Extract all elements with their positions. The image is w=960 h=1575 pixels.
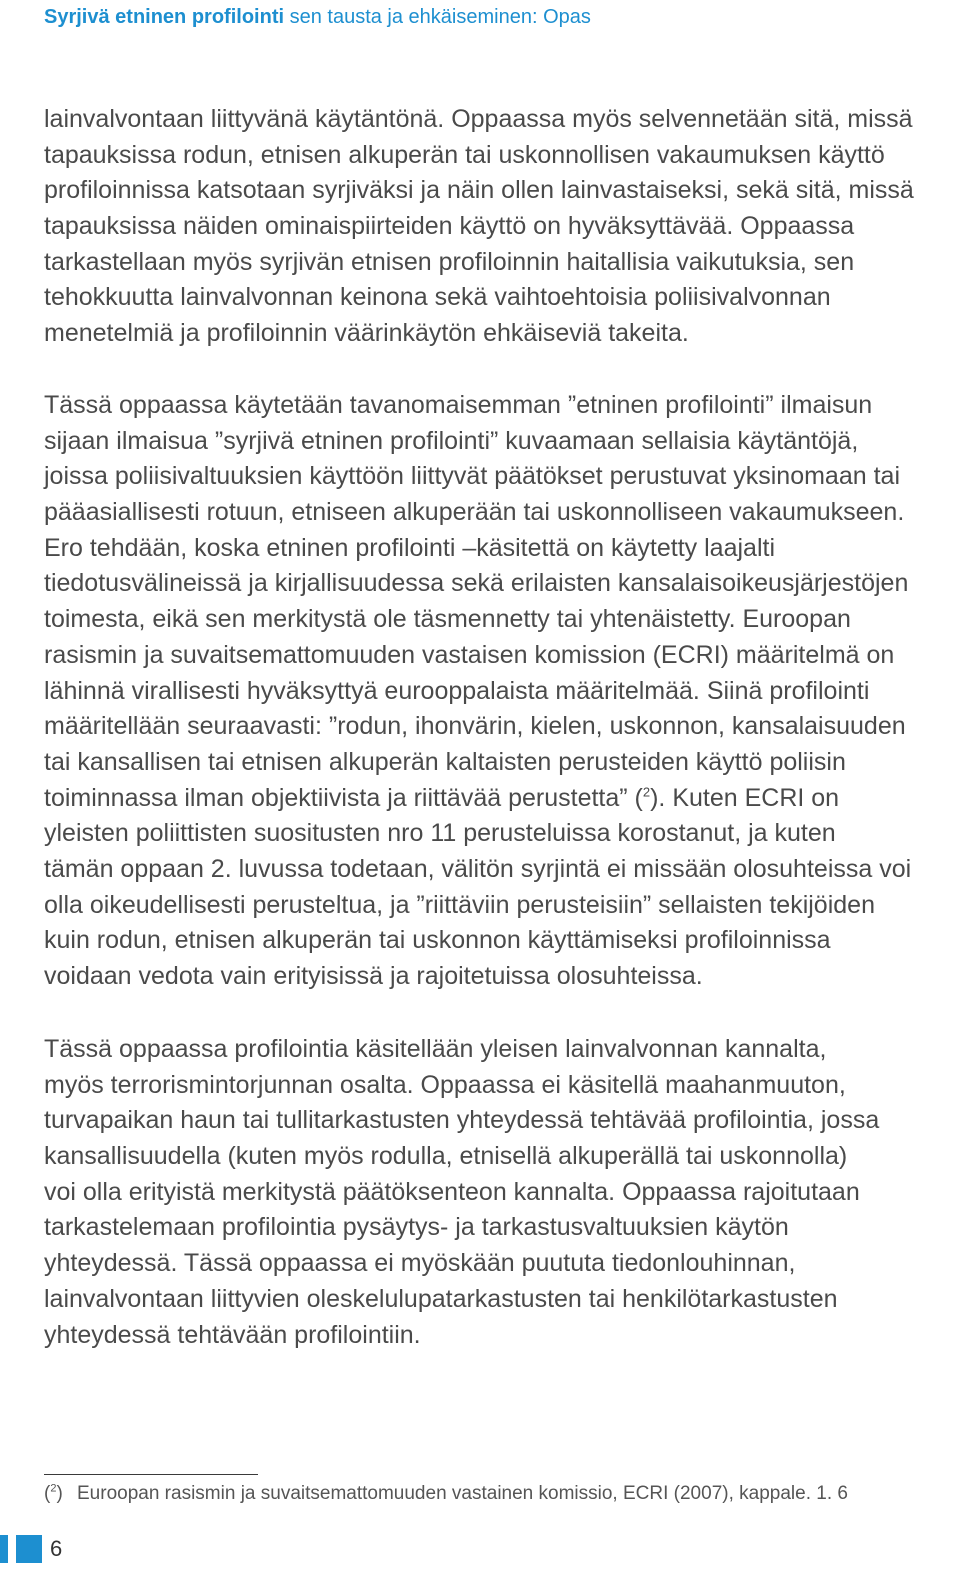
text-line: pääasiallisesti rotuun, etniseen alkuperään tai uskonnolliseen vakaumukseen. (44, 498, 905, 527)
footnote-marker-close: ) (56, 1483, 63, 1504)
footnote-marker (44, 1481, 77, 1507)
text-line: tiedotusvälineissä ja kirjallisuudessa sekä erilaisten kansalaisoikeusjärjestöjen (44, 569, 909, 598)
footnote-text: Euroopan rasismin ja suvaitsemattomuuden vastainen komissio, ECRI (2007), kappale. 1. 6 (77, 1483, 848, 1504)
footnote-marker-number: 2 (50, 1482, 57, 1495)
text-line: lainvalvontaan liittyvien oleskelulupatarkastusten tai henkilötarkastusten (44, 1284, 838, 1313)
footnote (44, 1481, 848, 1507)
running-header (44, 4, 591, 30)
paragraph-3-text (44, 1032, 956, 1353)
page-marker (0, 1535, 62, 1563)
text-line: tehokkuutta lainvalvonnan keinona sekä vaihtoehtoisia poliisivalvonnan (44, 283, 831, 312)
text-line: lähinnä virallisesti hyväksyttyä eurooppalaista määritelmää. Siinä profilointi (44, 676, 870, 705)
text-line: Ero tehdään, koska etninen profilointi –käsitettä on käytetty laajalti (44, 533, 775, 562)
ref-line-before: toiminnassa ilman objektiivista ja riittävää perustetta” ( (44, 783, 643, 812)
text-line: turvapaikan haun tai tullitarkastusten yhteydessä tehtävää profilointia, jossa (44, 1106, 880, 1135)
text-line: tapauksissa näiden ominaispiirteiden käyttö on hyväksyttävää. Oppaassa (44, 212, 855, 241)
text-line: tarkastelemaan profilointia pysäytys- ja tarkastusvaltuuksien käytön (44, 1213, 789, 1242)
text-line: olla oikeudellisesti perusteltua, ja ”riittäviin perusteisiin” sellaisten tekijöiden (44, 890, 875, 919)
text-line: Tässä oppaassa profilointia käsitellään yleisen lainvalvonnan kannalta, (44, 1035, 827, 1063)
footnote-divider (44, 1474, 258, 1475)
page-marker-bar-icon (0, 1535, 8, 1563)
text-line: lainvalvontaan liittyvänä käytäntönä. Oppaassa myös selvennetään sitä, missä (44, 105, 913, 133)
page-number: 6 (50, 1536, 63, 1561)
text-line: kuin rodun, etnisen alkuperän tai uskonnon käyttämiseksi profiloinnissa (44, 926, 831, 955)
text-line: kansallisuudella (kuten myös rodulla, etnisellä alkuperällä tai uskonnolla) (44, 1142, 848, 1171)
text-line: tai kansallisen tai etnisen alkuperän kaltaisten perusteiden käyttö poliisin (44, 747, 846, 776)
text-line: voi olla erityistä merkitystä päätöksenteon kannalta. Oppaassa rajoitutaan (44, 1177, 860, 1206)
text-line: profiloinnissa katsotaan syrjiväksi ja näin ollen lainvastaiseksi, sekä sitä, missä (44, 176, 914, 205)
text-line: toimesta, eikä sen merkitystä ole täsmennetty tai yhtenäistetty. Euroopan (44, 605, 851, 634)
text-line: tämän oppaan 2. luvussa todetaan, välitön syrjintä ei missään olosuhteissa voi (44, 854, 912, 883)
text-line: yhteydessä tehtävään profilointiin. (44, 1320, 421, 1349)
text-line: yhteydessä. Tässä oppaassa ei myöskään puututa tiedonlouhinnan, (44, 1249, 796, 1278)
footnote-marker-open: ( (44, 1483, 51, 1504)
paragraph-1-text (44, 102, 956, 352)
text-line: tarkastellaan myös syrjivän etnisen profiloinnin haitallisia vaikutuksia, sen (44, 247, 855, 276)
paragraph-3 (44, 1032, 956, 1353)
header-title-bold: Syrjivä etninen profilointi (44, 6, 285, 28)
paragraph-1 (44, 102, 956, 352)
text-line: voidaan vedota vain erityisissä ja rajoitetuissa olosuhteissa. (44, 962, 703, 990)
paragraph-2-text (44, 388, 956, 995)
text-line: tapauksissa rodun, etnisen alkuperän tai uskonnollisen vakaumuksen käyttö (44, 140, 885, 169)
page-marker-block-icon (16, 1535, 42, 1563)
text-line-with-footnote-ref (44, 781, 956, 817)
text-line: myös terrorismintorjunnan osalta. Oppaassa ei käsitellä maahanmuuton, (44, 1070, 846, 1099)
text-line: sijaan ilmaisua ”syrjivä etninen profilointi” kuvaamaan sellaisia käytäntöjä, (44, 426, 859, 455)
ref-line-after: ). Kuten ECRI on (650, 783, 840, 812)
text-line: rasismin ja suvaitsemattomuuden vastaisen komission (ECRI) määritelmä on (44, 640, 895, 669)
paragraph-2 (44, 388, 956, 995)
text-line: menetelmiä ja profiloinnin väärinkäytön ehkäiseviä takeita. (44, 319, 689, 348)
header-title-rest: sen tausta ja ehkäiseminen: Opas (284, 6, 591, 28)
footnote-reference[interactable]: 2 (642, 784, 651, 800)
text-line: määritellään seuraavasti: ”rodun, ihonvärin, kielen, uskonnon, kansalaisuuden (44, 712, 906, 741)
text-line: Tässä oppaassa käytetään tavanomaisemman ”etninen profilointi” ilmaisun (44, 391, 873, 419)
text-line: joissa poliisivaltuuksien käyttöön liittyvät päätökset perustuvat yksinomaan tai (44, 462, 900, 491)
text-line: yleisten poliittisten suositusten nro 11 perusteluissa korostanut, ja kuten (44, 819, 836, 848)
